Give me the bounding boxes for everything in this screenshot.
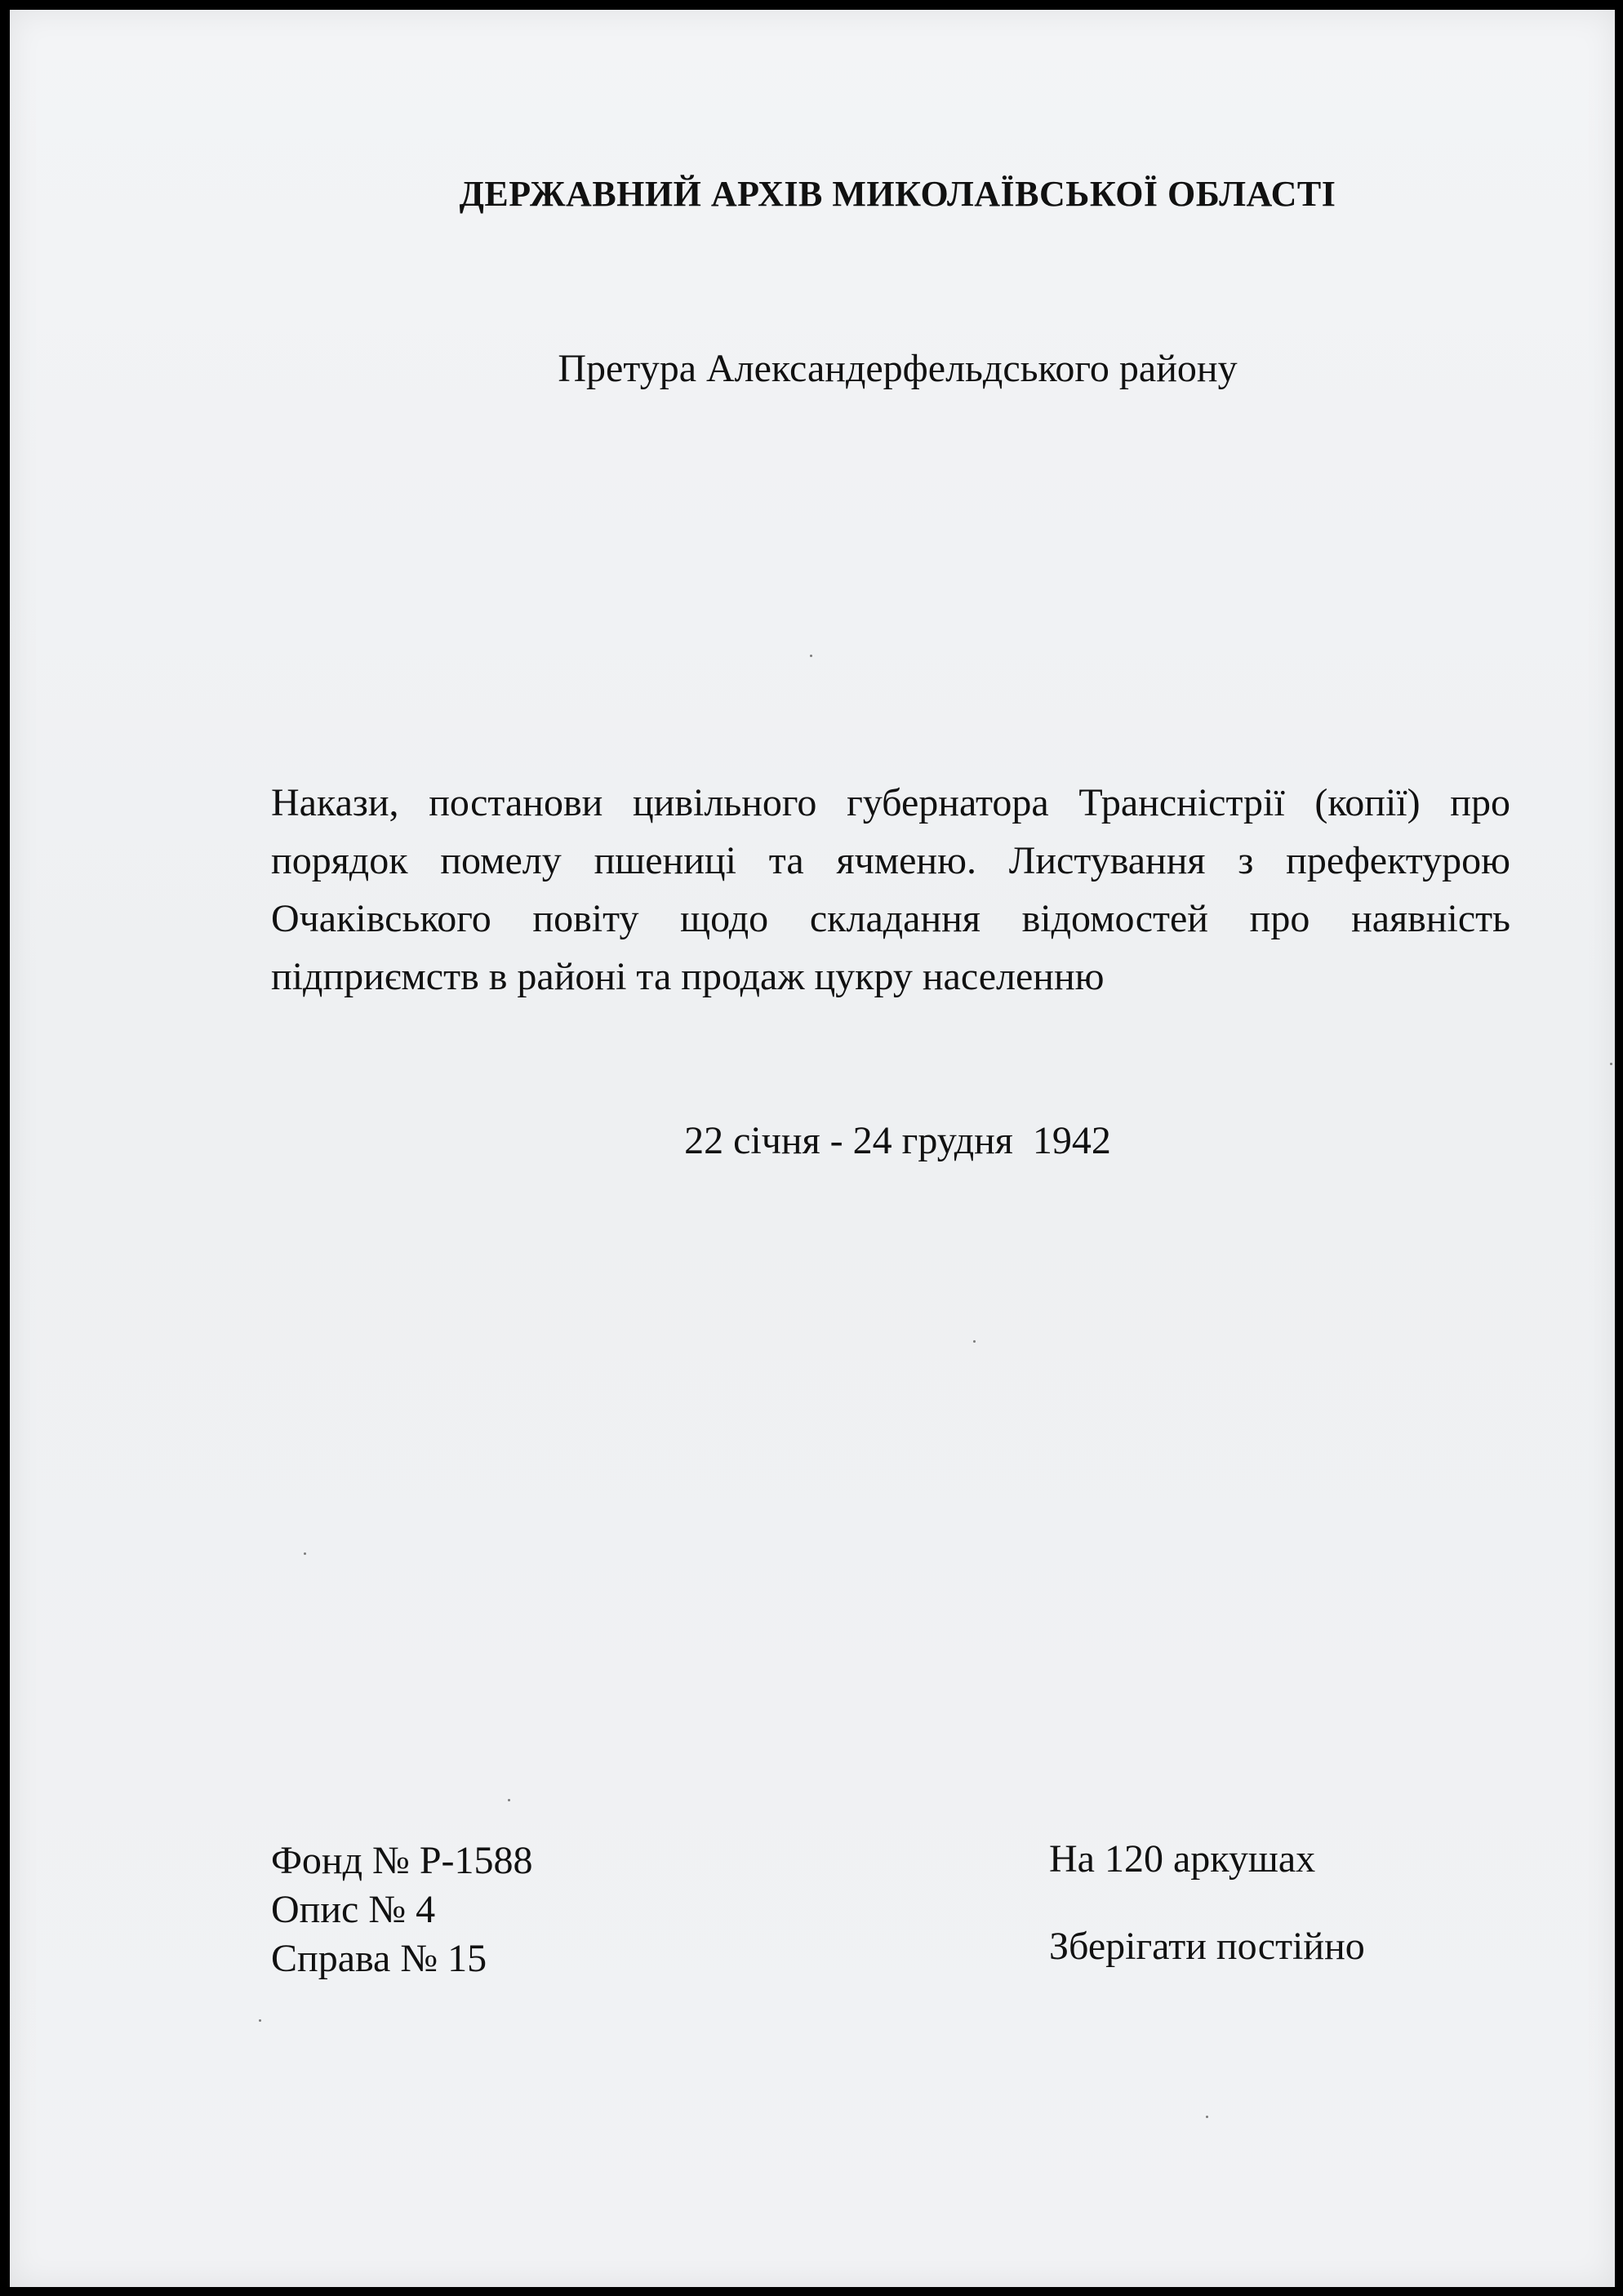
archive-name-heading: ДЕРЖАВНИЙ АРХІВ МИКОЛАЇВСЬКОЇ ОБЛАСТІ <box>459 174 1336 214</box>
retention-note: Зберігати постійно <box>1049 1925 1365 1968</box>
paper-speck <box>973 1340 976 1343</box>
date-range: 22 січня - 24 грудня 1942 <box>684 1119 1111 1162</box>
sheet-count: На 120 аркушах <box>1049 1837 1316 1881</box>
file-description: Накази, постанови цивільного губернатора Трансністрії (копії) про порядок помелу пшениці та ячменю. Листування з префектурою Очаківського повіту щодо складання відомостей про наявність підприємств в районі та продаж цукру населенню <box>271 781 1510 998</box>
paper-speck <box>810 655 812 657</box>
archive-cover-sheet <box>10 10 1615 2287</box>
paper-speck <box>1206 2116 1208 2118</box>
fond-number: Фонд № Р-1588 <box>271 1839 533 1882</box>
opys-number: Опис № 4 <box>271 1888 436 1931</box>
institution-name: Претура Александерфельдського району <box>558 347 1238 390</box>
sprava-number: Справа № 15 <box>271 1937 487 1980</box>
paper-speck <box>304 1552 306 1555</box>
paper-speck <box>259 2019 261 2022</box>
paper-speck <box>1610 1063 1612 1065</box>
archive-reference-block <box>271 1836 533 1983</box>
storage-info-block <box>1049 1836 1365 1969</box>
paper-speck <box>508 1799 510 1801</box>
